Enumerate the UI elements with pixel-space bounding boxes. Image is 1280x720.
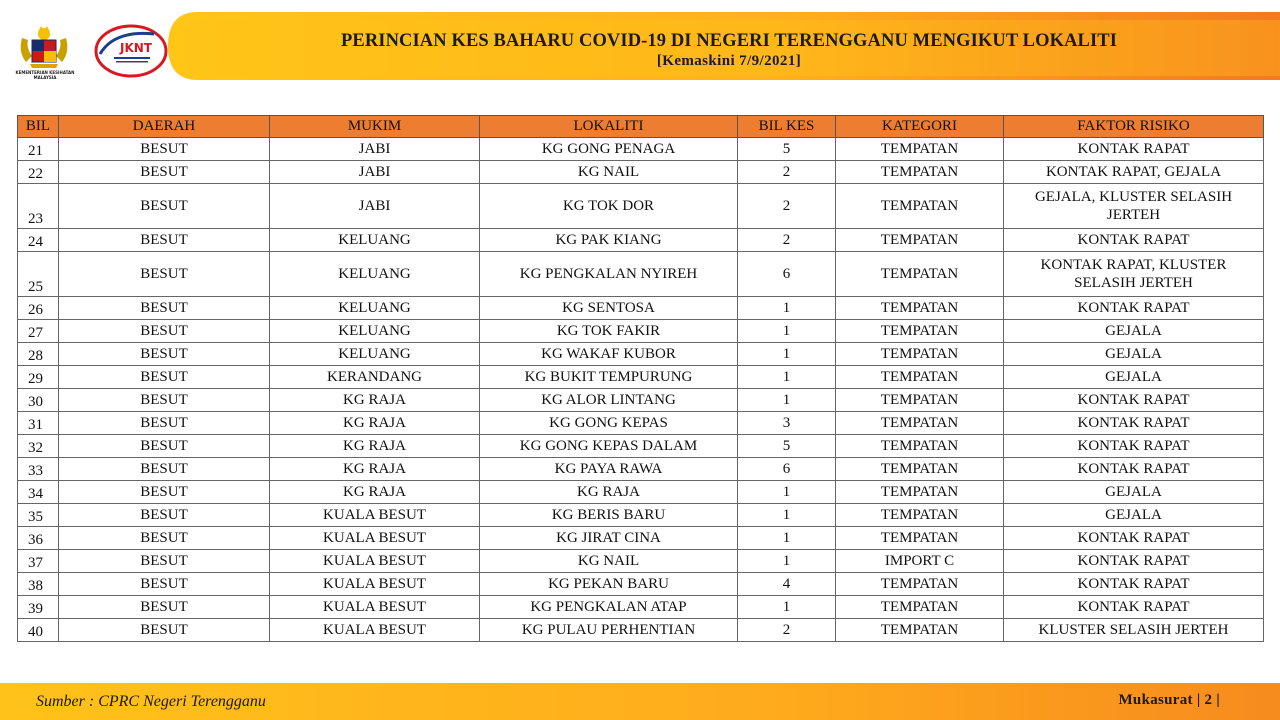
cell-kategori: TEMPATAN bbox=[836, 343, 1004, 366]
cell-bil-kes: 1 bbox=[738, 389, 836, 412]
cell-faktor-risiko: GEJALA bbox=[1004, 504, 1264, 527]
cell-bil: 37 bbox=[18, 550, 59, 573]
cell-bil-kes: 2 bbox=[738, 229, 836, 252]
cell-mukim: KG RAJA bbox=[270, 435, 480, 458]
cell-bil: 22 bbox=[18, 161, 59, 184]
cell-bil: 34 bbox=[18, 481, 59, 504]
cell-faktor-risiko: KLUSTER SELASIH JERTEH bbox=[1004, 619, 1264, 642]
cell-bil-kes: 1 bbox=[738, 366, 836, 389]
cell-mukim: KUALA BESUT bbox=[270, 550, 480, 573]
cell-bil-kes: 1 bbox=[738, 550, 836, 573]
cell-mukim: KUALA BESUT bbox=[270, 619, 480, 642]
cell-daerah: BESUT bbox=[59, 573, 270, 596]
cell-kategori: TEMPATAN bbox=[836, 138, 1004, 161]
cell-daerah: BESUT bbox=[59, 297, 270, 320]
cell-faktor-risiko: KONTAK RAPAT bbox=[1004, 229, 1264, 252]
cell-daerah: BESUT bbox=[59, 481, 270, 504]
cell-kategori: TEMPATAN bbox=[836, 252, 1004, 297]
cell-bil: 26 bbox=[18, 297, 59, 320]
table-row bbox=[18, 458, 1264, 481]
table-row bbox=[18, 619, 1264, 642]
cell-bil-kes: 6 bbox=[738, 252, 836, 297]
table-row bbox=[18, 412, 1264, 435]
cell-bil-kes: 5 bbox=[738, 138, 836, 161]
cell-bil-kes: 4 bbox=[738, 573, 836, 596]
cell-mukim: KELUANG bbox=[270, 320, 480, 343]
table-row bbox=[18, 504, 1264, 527]
cell-bil-kes: 2 bbox=[738, 161, 836, 184]
footer-bar bbox=[0, 683, 1280, 720]
kkm-caption: KEMENTERIAN KESIHATAN MALAYSIA bbox=[15, 70, 75, 80]
cell-bil-kes: 1 bbox=[738, 527, 836, 550]
cell-faktor-risiko: GEJALA bbox=[1004, 481, 1264, 504]
cell-kategori: TEMPATAN bbox=[836, 389, 1004, 412]
cell-mukim: JABI bbox=[270, 184, 480, 229]
page-title: PERINCIAN KES BAHARU COVID-19 DI NEGERI TERENGGANU MENGIKUT LOKALITI bbox=[340, 31, 1118, 51]
cell-kategori: TEMPATAN bbox=[836, 412, 1004, 435]
page-number: Mukasurat | 2 | bbox=[1118, 692, 1220, 708]
cell-faktor-risiko: KONTAK RAPAT bbox=[1004, 412, 1264, 435]
col-header-daerah: DAERAH bbox=[59, 116, 270, 138]
cell-bil: 40 bbox=[18, 619, 59, 642]
col-header-lokaliti: LOKALITI bbox=[480, 116, 738, 138]
table-body bbox=[18, 138, 1264, 642]
table-row bbox=[18, 320, 1264, 343]
cell-faktor-risiko: KONTAK RAPAT bbox=[1004, 435, 1264, 458]
cell-kategori: TEMPATAN bbox=[836, 435, 1004, 458]
table-row bbox=[18, 596, 1264, 619]
cell-bil: 23 bbox=[18, 184, 59, 229]
cell-daerah: BESUT bbox=[59, 252, 270, 297]
cell-kategori: TEMPATAN bbox=[836, 527, 1004, 550]
cell-kategori: TEMPATAN bbox=[836, 504, 1004, 527]
header bbox=[0, 0, 1280, 92]
cell-lokaliti: KG ALOR LINTANG bbox=[480, 389, 738, 412]
cell-lokaliti: KG PEKAN BARU bbox=[480, 573, 738, 596]
cell-bil-kes: 3 bbox=[738, 412, 836, 435]
cell-kategori: TEMPATAN bbox=[836, 573, 1004, 596]
cell-bil: 33 bbox=[18, 458, 59, 481]
table-row bbox=[18, 297, 1264, 320]
cell-daerah: BESUT bbox=[59, 343, 270, 366]
table-header-row bbox=[18, 116, 1264, 138]
cell-lokaliti: KG PAK KIANG bbox=[480, 229, 738, 252]
cell-mukim: KELUANG bbox=[270, 343, 480, 366]
cell-bil: 32 bbox=[18, 435, 59, 458]
cell-mukim: KUALA BESUT bbox=[270, 527, 480, 550]
cell-lokaliti: KG SENTOSA bbox=[480, 297, 738, 320]
cell-mukim: KERANDANG bbox=[270, 366, 480, 389]
cell-bil: 27 bbox=[18, 320, 59, 343]
cell-lokaliti: KG BUKIT TEMPURUNG bbox=[480, 366, 738, 389]
col-header-faktor-risiko: FAKTOR RISIKO bbox=[1004, 116, 1264, 138]
table-row bbox=[18, 389, 1264, 412]
col-header-kategori: KATEGORI bbox=[836, 116, 1004, 138]
cases-table bbox=[17, 115, 1264, 642]
cell-lokaliti: KG NAIL bbox=[480, 161, 738, 184]
cell-mukim: KUALA BESUT bbox=[270, 573, 480, 596]
table-row bbox=[18, 573, 1264, 596]
cell-daerah: BESUT bbox=[59, 412, 270, 435]
cell-daerah: BESUT bbox=[59, 366, 270, 389]
cell-mukim: JABI bbox=[270, 138, 480, 161]
cell-faktor-risiko: KONTAK RAPAT bbox=[1004, 458, 1264, 481]
cell-mukim: KUALA BESUT bbox=[270, 596, 480, 619]
cell-kategori: TEMPATAN bbox=[836, 184, 1004, 229]
cell-bil: 35 bbox=[18, 504, 59, 527]
cell-mukim: KG RAJA bbox=[270, 389, 480, 412]
cell-bil-kes: 5 bbox=[738, 435, 836, 458]
cell-mukim: KG RAJA bbox=[270, 458, 480, 481]
table-row bbox=[18, 550, 1264, 573]
cell-daerah: BESUT bbox=[59, 229, 270, 252]
jknt-logo bbox=[94, 24, 168, 78]
table-row bbox=[18, 481, 1264, 504]
cell-mukim: KELUANG bbox=[270, 229, 480, 252]
cell-kategori: TEMPATAN bbox=[836, 297, 1004, 320]
page-subtitle: [Kemaskini 7/9/2021] bbox=[656, 53, 802, 69]
cell-daerah: BESUT bbox=[59, 619, 270, 642]
cell-kategori: TEMPATAN bbox=[836, 481, 1004, 504]
cell-daerah: BESUT bbox=[59, 550, 270, 573]
cell-bil-kes: 1 bbox=[738, 481, 836, 504]
cell-bil: 29 bbox=[18, 366, 59, 389]
table-row bbox=[18, 184, 1264, 229]
cell-bil: 25 bbox=[18, 252, 59, 297]
cell-bil: 28 bbox=[18, 343, 59, 366]
cell-faktor-risiko: KONTAK RAPAT bbox=[1004, 550, 1264, 573]
table-row bbox=[18, 161, 1264, 184]
col-header-bil: BIL bbox=[18, 116, 59, 138]
col-header-bil-kes: BIL KES bbox=[738, 116, 836, 138]
cell-daerah: BESUT bbox=[59, 138, 270, 161]
svg-text:JKNT: JKNT bbox=[120, 41, 152, 55]
cell-bil-kes: 1 bbox=[738, 297, 836, 320]
cell-daerah: BESUT bbox=[59, 527, 270, 550]
cell-faktor-risiko: KONTAK RAPAT bbox=[1004, 138, 1264, 161]
logos bbox=[10, 18, 160, 84]
cell-lokaliti: KG PULAU PERHENTIAN bbox=[480, 619, 738, 642]
cell-mukim: KG RAJA bbox=[270, 481, 480, 504]
cell-bil: 38 bbox=[18, 573, 59, 596]
cell-faktor-risiko: GEJALA, KLUSTER SELASIH JERTEH bbox=[1004, 184, 1264, 229]
cell-daerah: BESUT bbox=[59, 389, 270, 412]
cell-mukim: JABI bbox=[270, 161, 480, 184]
cell-kategori: TEMPATAN bbox=[836, 229, 1004, 252]
cell-daerah: BESUT bbox=[59, 161, 270, 184]
table-row bbox=[18, 366, 1264, 389]
cell-lokaliti: KG TOK FAKIR bbox=[480, 320, 738, 343]
cell-kategori: TEMPATAN bbox=[836, 596, 1004, 619]
table-row bbox=[18, 229, 1264, 252]
source-note: Sumber : CPRC Negeri Terengganu bbox=[36, 693, 266, 710]
cell-mukim: KUALA BESUT bbox=[270, 504, 480, 527]
cell-mukim: KG RAJA bbox=[270, 412, 480, 435]
cell-bil-kes: 1 bbox=[738, 343, 836, 366]
cell-lokaliti: KG RAJA bbox=[480, 481, 738, 504]
cell-faktor-risiko: KONTAK RAPAT bbox=[1004, 527, 1264, 550]
table-row bbox=[18, 138, 1264, 161]
cell-lokaliti: KG JIRAT CINA bbox=[480, 527, 738, 550]
cell-faktor-risiko: GEJALA bbox=[1004, 366, 1264, 389]
cell-daerah: BESUT bbox=[59, 435, 270, 458]
title-banner bbox=[168, 12, 1280, 80]
cell-faktor-risiko: KONTAK RAPAT, KLUSTER SELASIH JERTEH bbox=[1004, 252, 1264, 297]
cell-daerah: BESUT bbox=[59, 458, 270, 481]
cell-kategori: TEMPATAN bbox=[836, 320, 1004, 343]
cell-bil-kes: 2 bbox=[738, 184, 836, 229]
cell-kategori: TEMPATAN bbox=[836, 366, 1004, 389]
cell-daerah: BESUT bbox=[59, 184, 270, 229]
cell-kategori: TEMPATAN bbox=[836, 619, 1004, 642]
cell-lokaliti: KG PENGKALAN NYIREH bbox=[480, 252, 738, 297]
cell-daerah: BESUT bbox=[59, 320, 270, 343]
cell-lokaliti: KG WAKAF KUBOR bbox=[480, 343, 738, 366]
cell-bil-kes: 1 bbox=[738, 504, 836, 527]
cell-bil: 39 bbox=[18, 596, 59, 619]
cell-lokaliti: KG GONG KEPAS bbox=[480, 412, 738, 435]
cell-bil: 36 bbox=[18, 527, 59, 550]
cell-faktor-risiko: KONTAK RAPAT bbox=[1004, 297, 1264, 320]
cell-daerah: BESUT bbox=[59, 504, 270, 527]
cell-mukim: KELUANG bbox=[270, 252, 480, 297]
cell-faktor-risiko: KONTAK RAPAT bbox=[1004, 389, 1264, 412]
cell-lokaliti: KG TOK DOR bbox=[480, 184, 738, 229]
cell-bil: 30 bbox=[18, 389, 59, 412]
cell-lokaliti: KG BERIS BARU bbox=[480, 504, 738, 527]
cell-lokaliti: KG GONG KEPAS DALAM bbox=[480, 435, 738, 458]
cell-faktor-risiko: KONTAK RAPAT bbox=[1004, 596, 1264, 619]
cell-faktor-risiko: KONTAK RAPAT, GEJALA bbox=[1004, 161, 1264, 184]
cell-lokaliti: KG GONG PENAGA bbox=[480, 138, 738, 161]
cell-bil-kes: 6 bbox=[738, 458, 836, 481]
cases-table-wrapper bbox=[17, 115, 1263, 642]
table-row bbox=[18, 527, 1264, 550]
cell-mukim: KELUANG bbox=[270, 297, 480, 320]
cell-bil: 21 bbox=[18, 138, 59, 161]
cell-kategori: IMPORT C bbox=[836, 550, 1004, 573]
cell-bil-kes: 1 bbox=[738, 596, 836, 619]
col-header-mukim: MUKIM bbox=[270, 116, 480, 138]
table-row bbox=[18, 435, 1264, 458]
table-row bbox=[18, 343, 1264, 366]
table-row bbox=[18, 252, 1264, 297]
cell-lokaliti: KG NAIL bbox=[480, 550, 738, 573]
cell-faktor-risiko: KONTAK RAPAT bbox=[1004, 573, 1264, 596]
cell-bil: 24 bbox=[18, 229, 59, 252]
cell-kategori: TEMPATAN bbox=[836, 161, 1004, 184]
cell-faktor-risiko: GEJALA bbox=[1004, 320, 1264, 343]
cell-faktor-risiko: GEJALA bbox=[1004, 343, 1264, 366]
cell-kategori: TEMPATAN bbox=[836, 458, 1004, 481]
cell-bil-kes: 1 bbox=[738, 320, 836, 343]
cell-bil: 31 bbox=[18, 412, 59, 435]
cell-lokaliti: KG PENGKALAN ATAP bbox=[480, 596, 738, 619]
cell-bil-kes: 2 bbox=[738, 619, 836, 642]
cell-lokaliti: KG PAYA RAWA bbox=[480, 458, 738, 481]
cell-daerah: BESUT bbox=[59, 596, 270, 619]
